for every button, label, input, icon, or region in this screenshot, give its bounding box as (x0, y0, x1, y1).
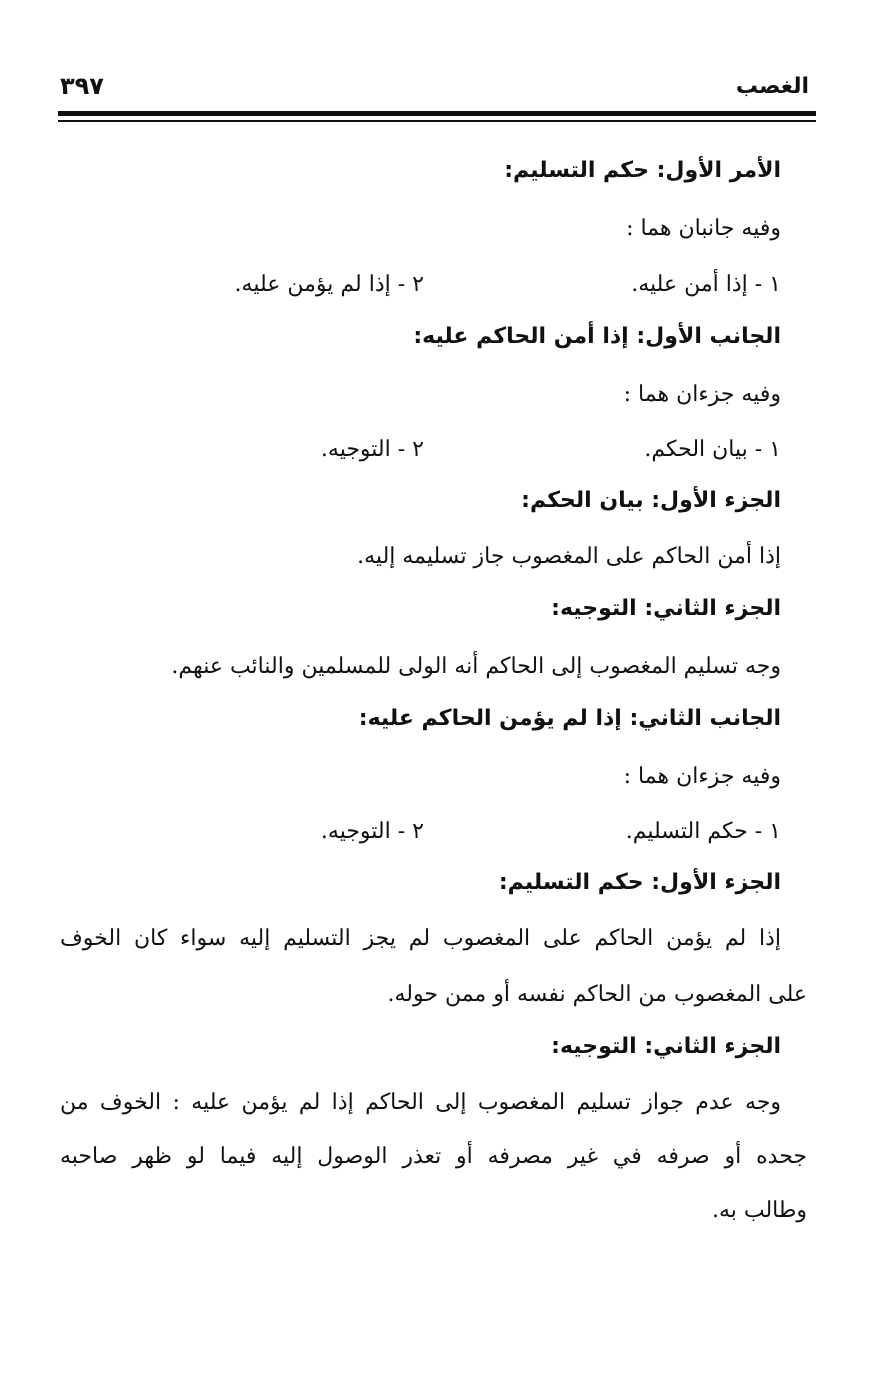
heading-amr-1: الأمر الأول: حكم التسليم: (504, 158, 781, 183)
enum-item: ٢ - التوجيه. (320, 819, 424, 844)
heading-juz-2b: الجزء الثاني: التوجيه: (551, 1034, 781, 1059)
heading-juz-1b: الجزء الأول: حكم التسليم: (498, 870, 781, 895)
paragraph-hukm-2-line: على المغصوب من الحاكم نفسه أو ممن حوله. (387, 982, 807, 1007)
paragraph-tawjih-2-line: وجه عدم جواز تسليم المغصوب إلى الحاكم إذا لم يؤمن عليه : الخوف من (60, 1090, 781, 1115)
paragraph-hukm-1: إذا أمن الحاكم على المغصوب جاز تسليمه إليه. (357, 544, 781, 569)
heading-janib-1: الجانب الأول: إذا أمن الحاكم عليه: (413, 324, 781, 349)
paragraph-hukm-2-line: إذا لم يؤمن الحاكم على المغصوب لم يجز التسليم إليه سواء كان الخوف (60, 926, 781, 951)
paragraph-janiban: وفيه جانبان هما : (626, 216, 781, 241)
heading-janib-2: الجانب الثاني: إذا لم يؤمن الحاكم عليه: (358, 706, 781, 731)
heading-juz-2a: الجزء الثاني: التوجيه: (551, 596, 781, 621)
paragraph-juzan-1: وفيه جزءان هما : (623, 382, 781, 407)
paragraph-juzan-2: وفيه جزءان هما : (623, 764, 781, 789)
enum-item: ١ - بيان الحكم. (644, 437, 781, 462)
paragraph-tawjih-2-line: جحده أو صرفه في غير مصرفه أو تعذر الوصول إليه فيما لو ظهر صاحبه (60, 1144, 807, 1169)
paragraph-tawjih-1: وجه تسليم المغصوب إلى الحاكم أنه الولى للمسلمين والنائب عنهم. (171, 654, 781, 679)
page-number: ٣٩٧ (60, 72, 104, 100)
header-rule-thick (58, 111, 816, 116)
enum-item: ٢ - إذا لم يؤمن عليه. (234, 272, 424, 297)
enum-item: ١ - إذا أمن عليه. (631, 272, 781, 297)
header-rule-thin (58, 120, 816, 122)
enum-item: ٢ - التوجيه. (320, 437, 424, 462)
paragraph-tawjih-2-line: وطالب به. (711, 1198, 807, 1223)
heading-juz-1a: الجزء الأول: بيان الحكم: (521, 488, 781, 513)
enum-item: ١ - حكم التسليم. (625, 819, 781, 844)
running-title: الغصب (735, 74, 809, 99)
